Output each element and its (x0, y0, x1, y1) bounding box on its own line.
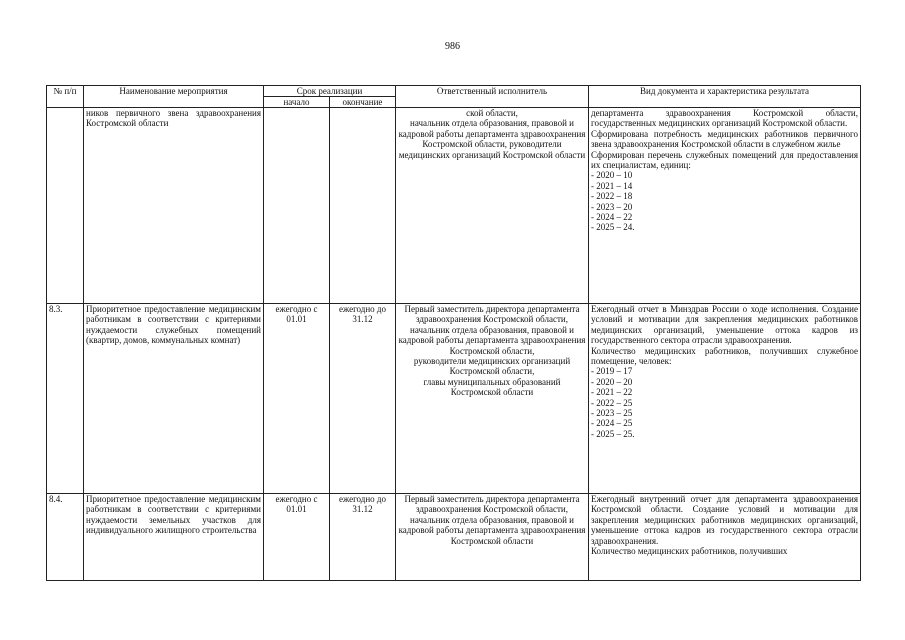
header-name: Наименование мероприятия (84, 86, 264, 108)
header-num: № п/п (47, 86, 84, 108)
row-executor (396, 304, 589, 494)
row-end (330, 108, 396, 304)
result-line: Сформирован перечень служебных помещений для предоставления их специалистам, единиц: (591, 149, 858, 171)
result-line: Количество медицинских работников, получивших служебное помещение, человек: (591, 345, 858, 367)
executor-line: начальник отдела образования, правовой и кадровой работы департамента здравоохранения Костромской области (398, 514, 586, 546)
row-name: Приоритетное предоставление медицинским работникам в соответствии с критериями нуждаемости земельных участков для индивидуального жилищного строительства (84, 494, 264, 581)
row-name: ников первичного звена здравоохранения Костромской области (84, 108, 264, 304)
result-line: Ежегодный отчет в Минздрав России о ходе исполнения. Создание условий и мотивации для закрепления медицинских работников медицинских организаций, уменьшение оттока кадров из государственного сектора отрасли здравоохранения. (591, 304, 858, 346)
result-line: - 2021 – 14 (591, 180, 633, 191)
result-line: - 2024 – 25 (591, 418, 633, 429)
table-row (47, 304, 861, 494)
row-result (589, 304, 861, 494)
row-num (47, 108, 84, 304)
result-line: - 2022 – 25 (591, 397, 633, 408)
result-line: - 2023 – 25 (591, 408, 633, 419)
table-row (47, 494, 861, 581)
header-start: начало (264, 97, 330, 108)
result-line: - 2019 – 17 (591, 366, 633, 377)
executor-line: Первый заместитель директора департамента здравоохранения Костромской области, (404, 304, 580, 325)
result-line: - 2024 – 22 (591, 212, 633, 223)
row-executor (396, 108, 589, 304)
header-period: Срок реализации (264, 86, 396, 97)
result-line: Количество медицинских работников, получивших (591, 546, 788, 557)
result-line: - 2025 – 25. (591, 428, 635, 439)
executor-line: руководители медицинских организаций Костромской области, (413, 356, 571, 377)
result-line: - 2023 – 20 (591, 201, 633, 212)
header-result: Вид документа и характеристика результата (589, 86, 861, 108)
row-start: ежегодно с 01.01 (264, 304, 330, 494)
row-end: ежегодно до 31.12 (330, 304, 396, 494)
row-num: 8.4. (47, 494, 84, 581)
row-executor (396, 494, 589, 581)
row-num: 8.3. (47, 304, 84, 494)
result-line: - 2022 – 18 (591, 191, 633, 202)
row-result (589, 108, 861, 304)
result-line: Ежегодный внутренний отчет для департамента здравоохранения Костромской области. Создание условий и мотивации для закрепления медицинских работников медицинских организаций, уменьшение оттока кадров из государственного сектора отрасли здравоохранения. (591, 494, 858, 546)
page-number: 986 (445, 41, 460, 52)
row-name: Приоритетное предоставление медицинским работникам в соответствии с критериями нуждаемости служебных помещений (квартир, домов, коммунальных комнат) (84, 304, 264, 494)
executor-line: начальник отдела образования, правовой и кадровой работы департамента здравоохранения Костромской области, (398, 324, 586, 356)
header-end: окончание (330, 97, 396, 108)
result-line: департамента здравоохранения Костромской области, государственных медицинских организаций Костромской области. (591, 108, 858, 129)
row-result (589, 494, 861, 581)
row-start (264, 108, 330, 304)
result-line: - 2020 – 10 (591, 170, 633, 181)
result-line: - 2021 – 22 (591, 387, 633, 398)
result-line: - 2025 – 24. (591, 222, 635, 233)
result-line: - 2020 – 20 (591, 376, 633, 387)
row-start: ежегодно с 01.01 (264, 494, 330, 581)
measures-table (46, 85, 861, 581)
executor-line: главы муниципальных образований Костромской области (423, 376, 561, 398)
table-row (47, 108, 861, 304)
executor-line: Первый заместитель директора департамента здравоохранения Костромской области, (404, 494, 580, 515)
result-line: Сформирована потребность медицинских работников первичного звена здравоохранения Костромской области в служебном жилье (591, 128, 858, 150)
executor-line: начальник отдела образования, правовой и кадровой работы департамента здравоохранения Костромской области, руководители медицинских организаций Костромской области (398, 118, 586, 160)
row-end: ежегодно до 31.12 (330, 494, 396, 581)
header-executor: Ответственный исполнитель (396, 86, 589, 108)
executor-line: ской области, (466, 108, 518, 118)
